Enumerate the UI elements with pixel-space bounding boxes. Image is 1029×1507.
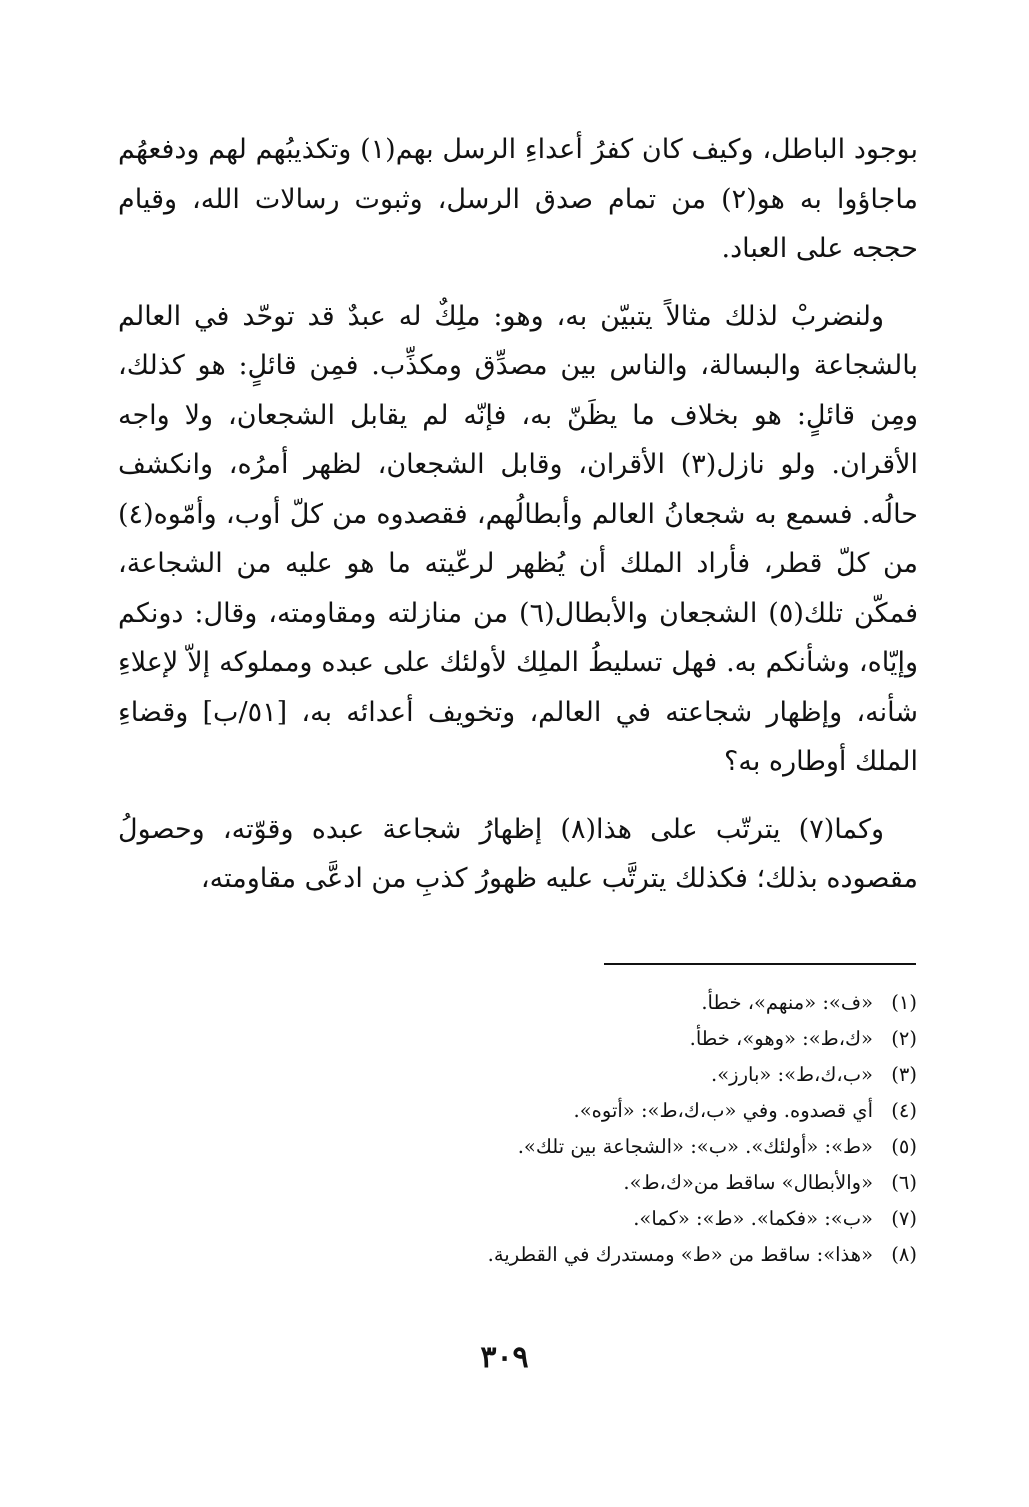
paragraph-2: ولنضربْ لذلك مثالاً يتبيّن به، وهو: ملِكٌ له عبدٌ قد توحّد في العالم بالشجاعة والبسالة، والناس بين مصدِّق ومكذِّب. فمِن قائلٍ: هو كذلك، ومِن قائلٍ: هو بخلاف ما يظَنّ به، فإنّه لم يقابل الشجعان، ولا واجه الأقران. ولو نازل(٣) الأقران، وقابل الشجعان، لظهر أمرُه، وانكشف حالُه. فسمع به شجعانُ العالم وأبطالُهم، فقصدوه من كلّ أوب، وأمّوه(٤) من كلّ قطر، فأراد الملك أن يُظهر لرعّيته ما هو عليه من الشجاعة، فمكّن تلك(٥) الشجعان والأبطال(٦) من منازلته ومقاومته، وقال: دونكم وإيّاه، وشأنكم به. فهل تسليطُ الملِك لأولئك على عبده ومملوكه إلاّ لإعلاءِ شأنه، وإظهار شجاعته في العالم، وتخويف أعدائه به، [٥١/ب] وقضاءِ الملك أوطاره به؟	[118, 300, 918, 777]
footnote-text: «ف»: «منهم»، خطأ.	[701, 991, 873, 1014]
footnote-text: «هذا»: ساقط من «ط» ومستدرك في القطرية.	[487, 1243, 873, 1266]
footnote-item	[217, 1057, 917, 1093]
footnote-number: (١)	[891, 991, 917, 1014]
paragraph-1: بوجود الباطل، وكيف كان كفرُ أعداءِ الرسل بهم(١) وتكذيبُهم لهم ودفعهُم ماجاؤوا به هو(٢) من تمام صدق الرسل، وثبوت رسالات الله، وقيام حججه على العباد.	[118, 134, 919, 264]
footnote-item	[217, 1021, 917, 1057]
footnote-text: «ك،ط»: «وهو»، خطأ.	[689, 1027, 873, 1050]
main-text	[118, 125, 918, 904]
footnote-number: (٢)	[891, 1027, 917, 1050]
footnote-divider	[604, 963, 916, 965]
footnote-item	[217, 1237, 917, 1273]
footnote-number: (٨)	[891, 1243, 917, 1266]
footnote-item	[217, 1201, 917, 1237]
footnote-text: «ب،ك،ط»: «بارز».	[711, 1063, 873, 1086]
footnote-item	[217, 985, 917, 1021]
footnote-number: (٧)	[891, 1207, 917, 1230]
footnote-number: (٣)	[891, 1063, 917, 1086]
paragraph-3: وكما(٧) يترتّب على هذا(٨) إظهارُ شجاعة عبده وقوّته، وحصولُ مقصوده بذلك؛ فكذلك يترتَّب عليه ظهورُ كذبِ من ادعَّى مقاومته،	[118, 813, 918, 894]
footnote-item	[217, 1129, 917, 1165]
page-number: ٣٠٩	[480, 1340, 529, 1375]
footnote-text: أي قصدوه. وفي «ب،ك،ط»: «أتوه».	[573, 1099, 873, 1122]
footnote-item	[217, 1165, 917, 1201]
footnote-text: «ب»: «فكما». «ط»: «كما».	[633, 1207, 873, 1230]
footnote-number: (٤)	[891, 1099, 917, 1122]
footnote-item	[217, 1093, 917, 1129]
footnote-text: «ط»: «أولئك». «ب»: «الشجاعة بين تلك».	[517, 1135, 873, 1158]
footnote-number: (٥)	[891, 1135, 917, 1158]
footnotes-list	[217, 985, 917, 1273]
footnote-text: «والأبطال» ساقط من«ك،ط».	[623, 1171, 873, 1194]
footnote-number: (٦)	[891, 1171, 917, 1194]
